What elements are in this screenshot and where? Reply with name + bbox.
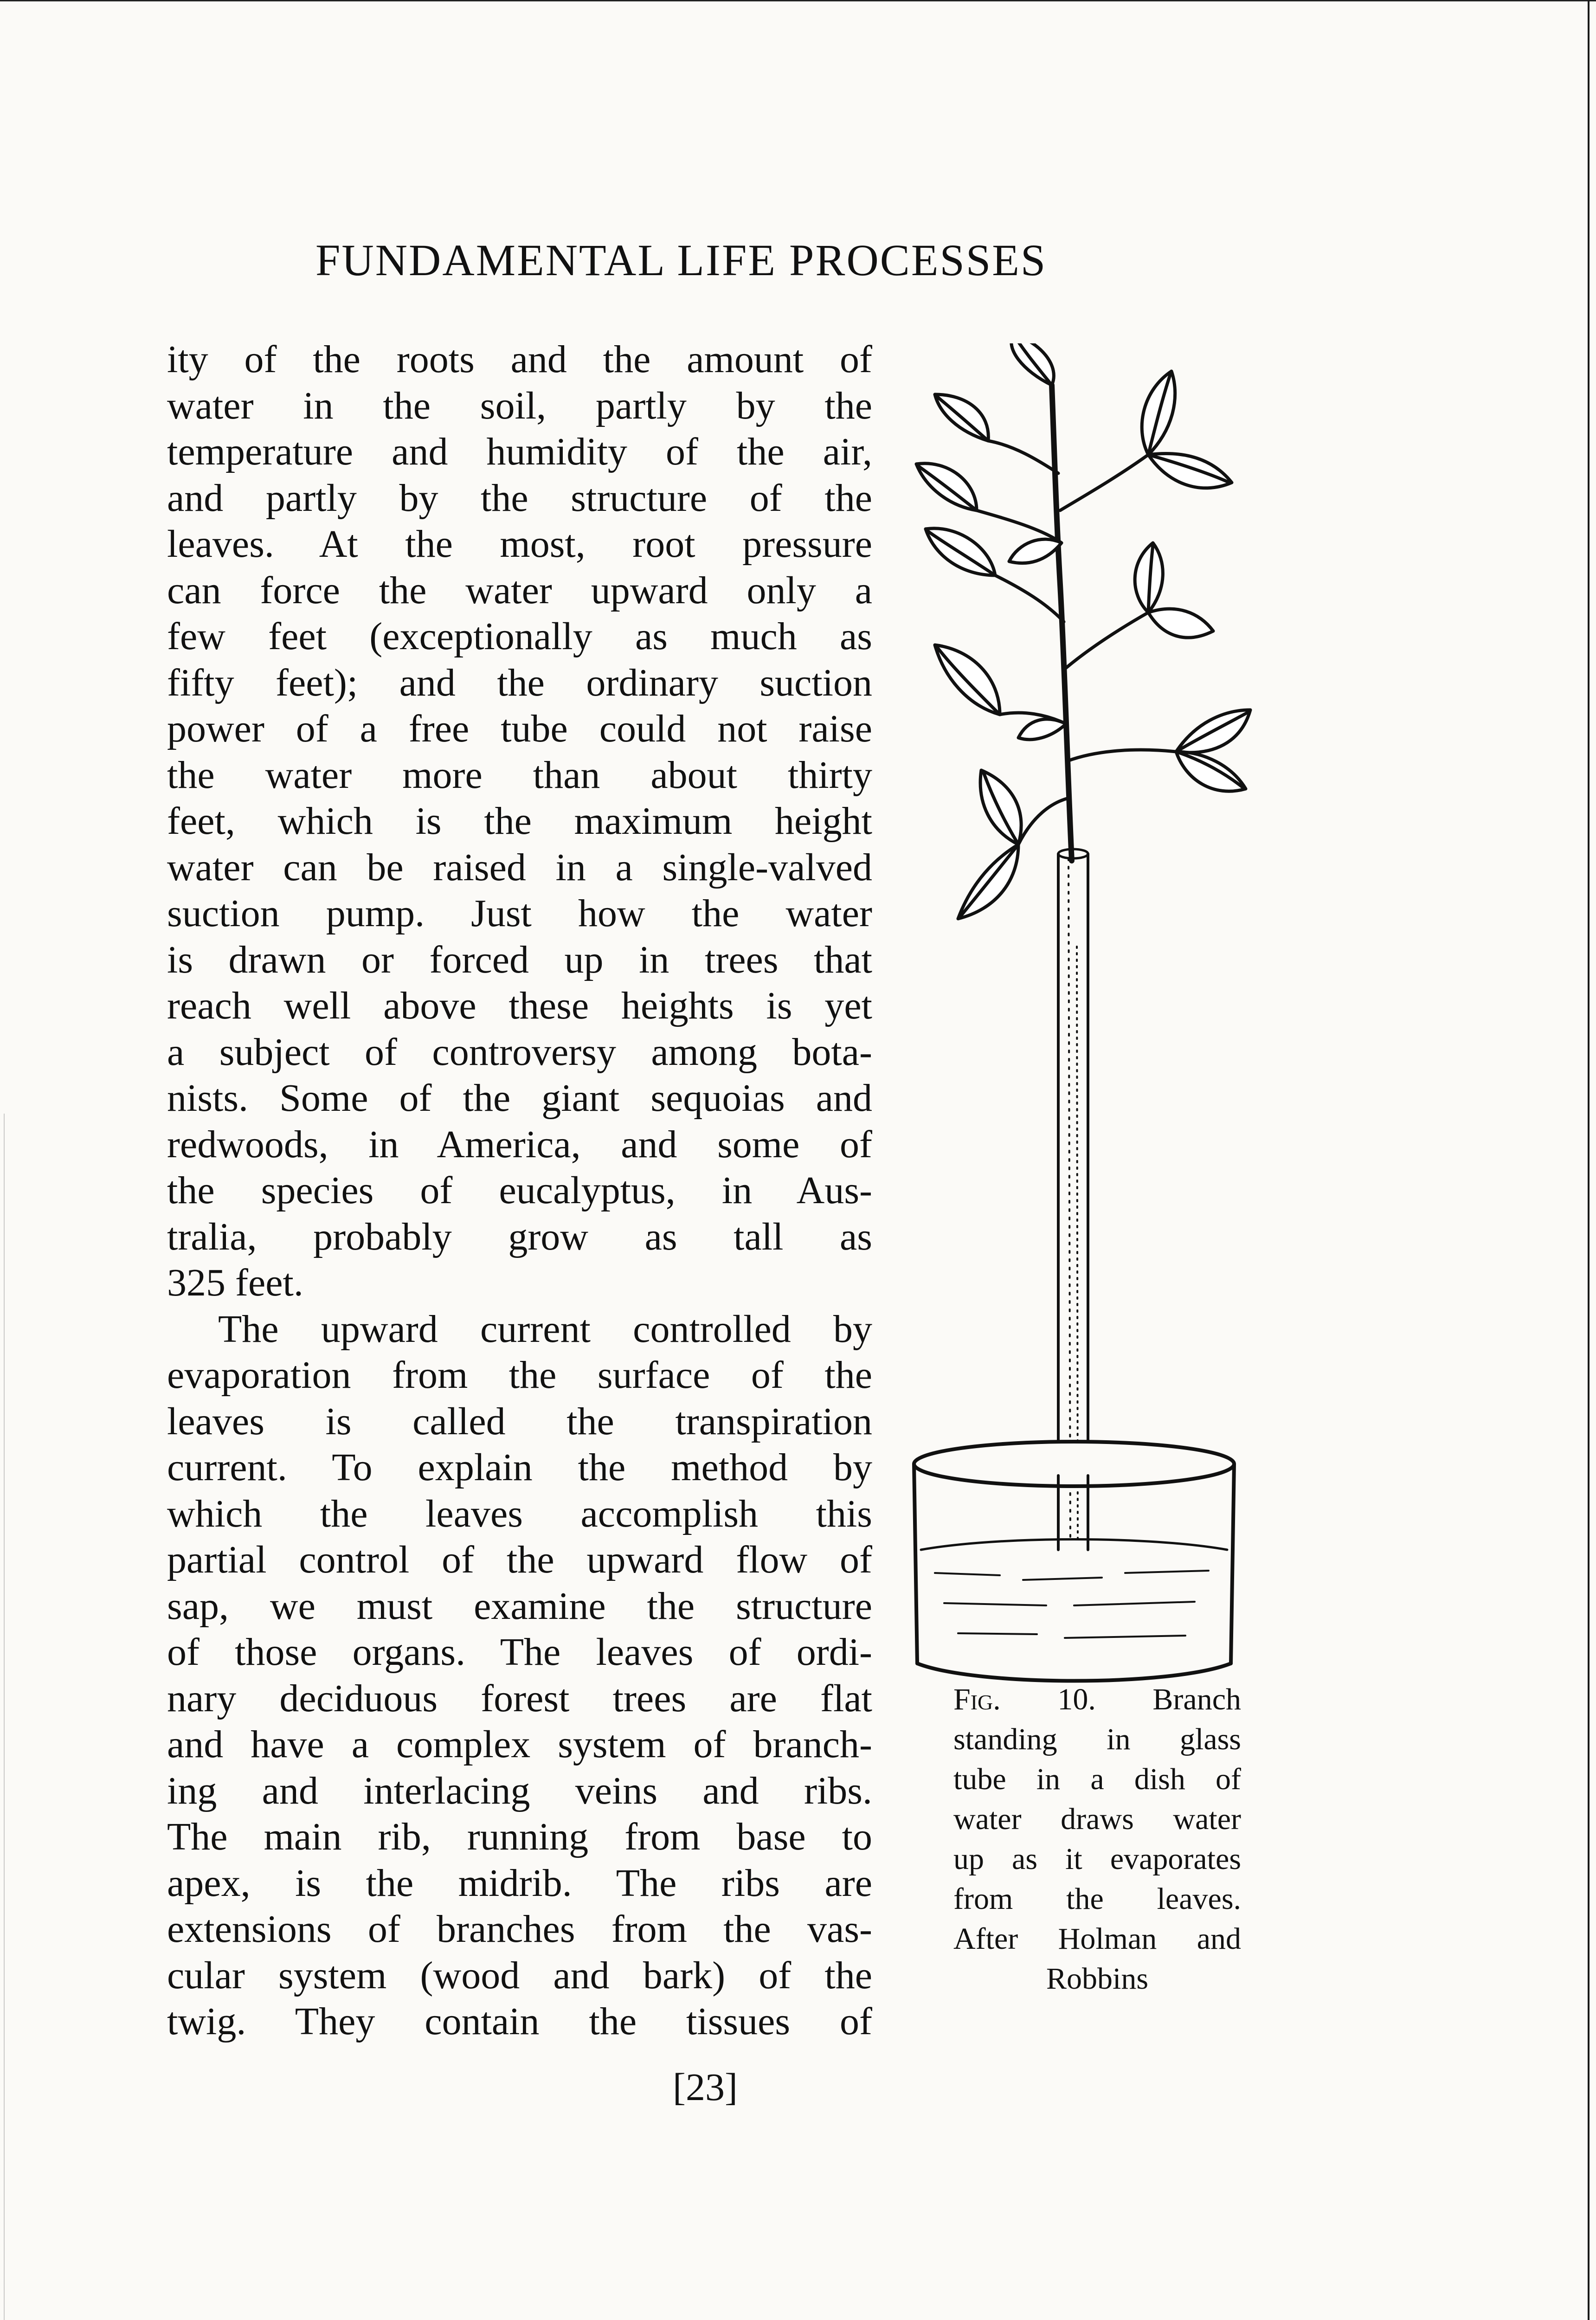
body-line: cular system (wood and bark) of the xyxy=(167,1953,872,1997)
body-line: the water more than about thirty xyxy=(167,753,872,797)
leaf-left-2 xyxy=(916,464,977,510)
body-line: ing and interlacing veins and ribs. xyxy=(167,1769,872,1812)
body-text xyxy=(167,336,872,2045)
caption-line: After Holman and xyxy=(953,1922,1241,1956)
leaf-right-3 xyxy=(1135,543,1163,612)
body-line: apex, is the midrib. The ribs are xyxy=(167,1861,872,1905)
body-line: and partly by the structure of the xyxy=(167,476,872,520)
body-line: water can be raised in a single-valved xyxy=(167,845,872,889)
body-line: the species of eucalyptus, in Aus- xyxy=(167,1169,872,1212)
caption-line: standing in glass xyxy=(953,1722,1241,1756)
body-line: a subject of controversy among bota- xyxy=(167,1030,872,1074)
leaf-right-5 xyxy=(1176,710,1250,753)
body-line: few feet (exceptionally as much as xyxy=(167,615,872,658)
scan-edge-top xyxy=(0,0,1596,1)
body-line: nary deciduous forest trees are flat xyxy=(167,1676,872,1720)
water-dish xyxy=(914,1442,1234,1681)
body-line: which the leaves accomplish this xyxy=(167,1492,872,1535)
body-line: power of a free tube could not raise xyxy=(167,707,872,750)
body-line: nists. Some of the giant sequoias and xyxy=(167,1076,872,1120)
caption-line: from the leaves. xyxy=(953,1882,1241,1916)
body-line: reach well above these heights is yet xyxy=(167,984,872,1027)
leaf-top xyxy=(1011,343,1054,385)
body-line: evaporation from the surface of the xyxy=(167,1353,872,1397)
body-line: and have a complex system of branch- xyxy=(167,1723,872,1766)
body-line: sap, we must examine the structure xyxy=(167,1584,872,1628)
leaf-left-6 xyxy=(958,844,1018,919)
body-line: fifty feet); and the ordinary suction xyxy=(167,661,872,704)
leaf-left-5 xyxy=(980,770,1021,844)
figure-label: Fig. 10. xyxy=(953,1682,1096,1716)
body-line: twig. They contain the tissues of xyxy=(167,2000,872,2043)
leaf-upper-left xyxy=(935,394,988,441)
caption-line: tube in a dish of xyxy=(953,1762,1241,1796)
figure-branch-in-tube xyxy=(907,343,1278,1689)
leaf-center-small xyxy=(1018,719,1066,740)
leaf-right-2 xyxy=(1148,454,1232,488)
scan-edge-left xyxy=(4,1114,5,2320)
leaf-upper-right xyxy=(1142,371,1175,455)
leaf-mid-small xyxy=(1009,539,1062,563)
body-line: redwoods, in America, and some of xyxy=(167,1122,872,1166)
caption-line xyxy=(953,1680,1241,1720)
body-line: suction pump. Just how the water xyxy=(167,892,872,935)
page-number: [23] xyxy=(673,2066,738,2109)
body-line: leaves is called the transpiration xyxy=(167,1399,872,1443)
branch-illustration xyxy=(907,343,1278,1689)
body-line: The main rib, running from base to xyxy=(167,1815,872,1858)
body-line: The upward current controlled by xyxy=(218,1307,872,1351)
body-line: is drawn or forced up in trees that xyxy=(167,938,872,981)
caption-text: Branch xyxy=(1152,1682,1241,1716)
scan-edge-right xyxy=(1588,0,1590,2320)
body-line: tralia, probably grow as tall as xyxy=(167,1215,872,1258)
leaf-right-4 xyxy=(1148,609,1213,638)
body-line: of those organs. The leaves of ordi- xyxy=(167,1630,872,1674)
figure-caption xyxy=(953,1680,1241,1999)
caption-line: up as it evaporates xyxy=(953,1842,1241,1876)
caption-line: Robbins xyxy=(1046,1962,1149,1996)
body-line: extensions of branches from the vas- xyxy=(167,1908,872,1951)
body-line: leaves. At the most, root pressure xyxy=(167,522,872,566)
body-line: water in the soil, partly by the xyxy=(167,384,872,427)
body-line: ity of the roots and the amount of xyxy=(167,338,872,381)
running-head: FUNDAMENTAL LIFE PROCESSES xyxy=(315,235,1047,285)
body-line: temperature and humidity of the air, xyxy=(167,430,872,473)
body-line: current. To explain the method by xyxy=(167,1446,872,1489)
body-line: can force the water upward only a xyxy=(167,568,872,612)
leaf-left-4 xyxy=(935,645,1000,715)
caption-line: water draws water xyxy=(953,1802,1241,1836)
body-line: feet, which is the maximum height xyxy=(167,799,872,843)
leaf-right-6 xyxy=(1176,752,1246,791)
body-line: 325 feet. xyxy=(167,1261,303,1304)
glass-tube xyxy=(1058,849,1088,1540)
leaf-left-3 xyxy=(926,528,995,575)
body-line: partial control of the upward flow of xyxy=(167,1538,872,1581)
